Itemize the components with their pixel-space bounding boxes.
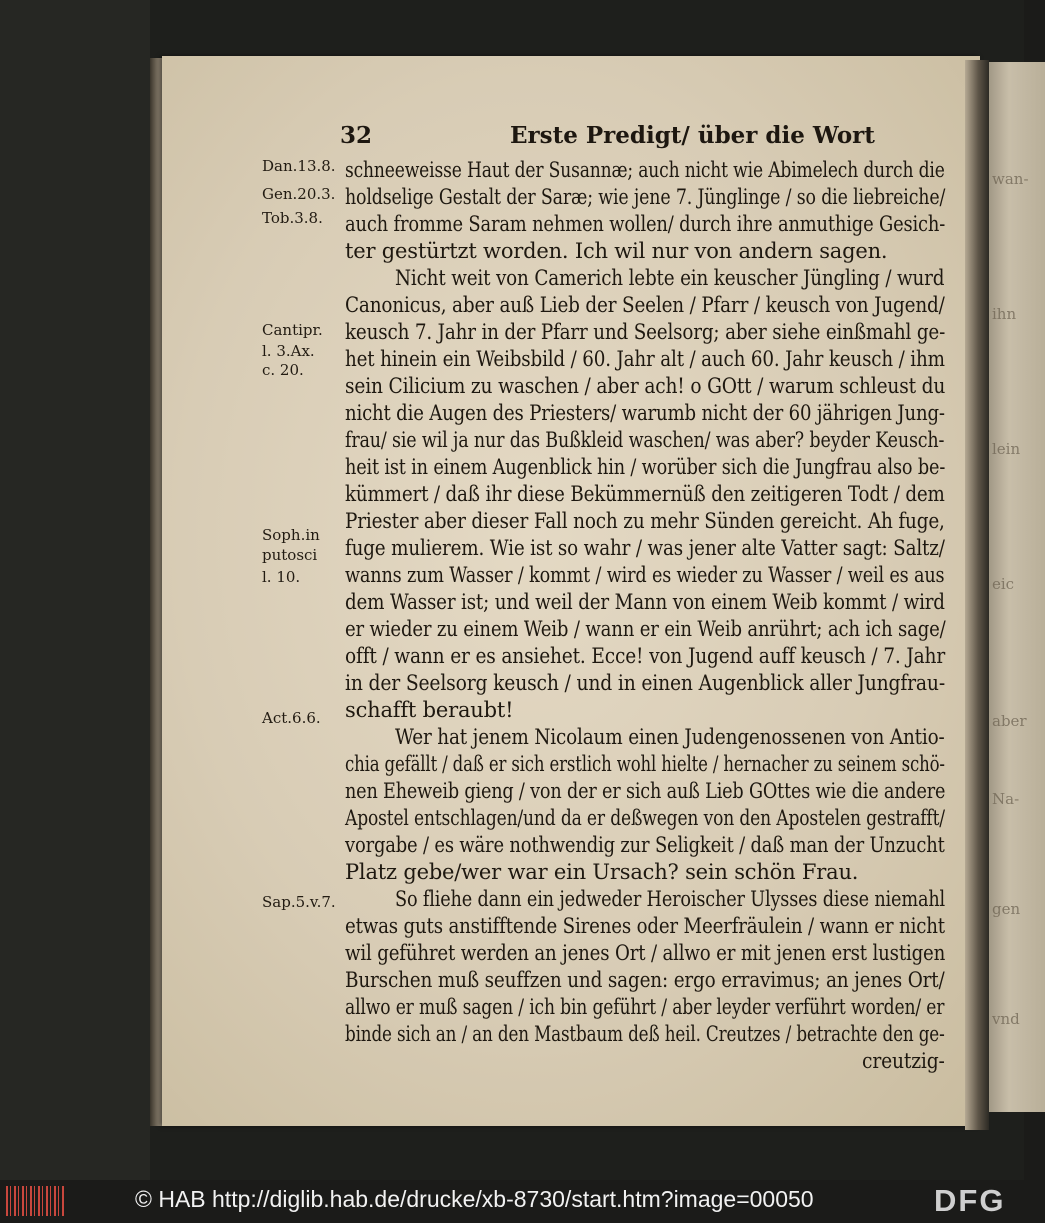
text-line: heit ist in einem Augenblick hin / worüber sich die Jungfrau also be- [345,455,946,479]
catchword: creutzig- [862,1049,945,1073]
facing-text-fragment: Na- [992,790,1020,808]
text-line: Platz gebe/wer war ein Ursach? sein schön Frau. [345,860,859,884]
text-line: So fliehe dann ein jedweder Heroischer Ulysses diese niemahl [395,887,946,911]
text-line: in der Seelsorg keusch / und in einen Augenblick aller Jungfrau- [345,671,945,695]
dfg-logo: DFG [934,1183,1006,1218]
book-board [0,0,150,1180]
text-line: kümmert / daß ihr diese Bekümmernüß den zeitigeren Todt / dem [345,482,945,506]
book-gutter [965,60,989,1130]
text-line: wil geführet werden an jenes Ort / allwo er mit jenen erst lustigen [345,941,946,965]
text-line: schneeweisse Haut der Susannæ; auch nicht wie Abimelech durch die [345,158,945,182]
text-line: Priester aber dieser Fall noch zu mehr Sünden gereicht. Ah fuge, [345,509,945,533]
margin-note: Gen.20.3. [262,185,336,203]
margin-note: Tob.3.8. [262,209,323,227]
text-line: allwo er muß sagen / ich bin geführt / aber leyder verführt worden/ er [345,995,945,1019]
facing-text-fragment: vnd [992,1010,1020,1028]
facing-text-fragment: eic [992,575,1015,593]
text-line: wanns zum Wasser / kommt / wird es wieder zu Wasser / weil es aus [345,563,945,587]
text-line: Wer hat jenem Nicolaum einen Judengenossenen von Antio- [395,725,945,749]
text-line: er wieder zu einem Weib / wann er ein Weib anrührt; ach ich sage/ [345,617,946,641]
text-line: sein Cilicium zu waschen / aber ach! o GOtt / warum schleust du [345,374,946,398]
text-line: keusch 7. Jahr in der Pfarr und Seelsorg; aber siehe einßmahl ge- [345,320,946,344]
text-line: fuge mulierem. Wie ist so wahr / was jener alte Vatter sagt: Saltz/ [345,536,945,560]
margin-note: Soph.in [262,526,320,544]
margin-note: Cantipr. [262,321,323,339]
text-line: Canonicus, aber auß Lieb der Seelen / Pfarr / keusch von Jugend/ [345,293,945,317]
source-credit: © HAB http://diglib.hab.de/drucke/xb-8730/start.htm?image=00050 [135,1186,814,1212]
text-line: Apostel entschlagen/und da er deßwegen von den Apostelen gestrafft/ [345,806,945,830]
facing-text-fragment: wan- [992,170,1029,188]
page-number: 32 [340,122,373,149]
text-line: offt / wann er es ansiehet. Ecce! von Jugend auff keusch / 7. Jahr [345,644,946,668]
text-line: holdselige Gestalt der Saræ; wie jene 7. Jünglinge / so die liebreiche/ [345,185,946,209]
text-line: nicht die Augen des Priesters/ warumb nicht der 60 jährigen Jung- [345,401,945,425]
text-line: Nicht weit von Camerich lebte ein keuscher Jüngling / wurd [395,266,945,290]
margin-note: l. 3.Ax. [262,342,315,360]
text-line: chia gefällt / daß er sich erstlich wohl hielte / hernacher zu seinem schö- [345,752,945,776]
text-line: Burschen muß seuffzen und sagen: ergo erravimus; an jenes Ort/ [345,968,945,992]
facing-text-fragment: ihn [992,305,1017,323]
running-title: Erste Predigt/ über die Wort [510,122,875,149]
text-line: nen Eheweib gieng / von der er sich auß Lieb GOttes wie die andere [345,779,946,803]
text-line: ter gestürtzt worden. Ich wil nur von andern sagen. [345,239,888,263]
text-line: schafft beraubt! [345,698,514,722]
facing-text-fragment: aber [992,712,1027,730]
facing-text-fragment: gen [992,900,1021,918]
margin-note: Dan.13.8. [262,157,336,175]
text-line: auch fromme Saram nehmen wollen/ durch ihre anmuthige Gesich- [345,212,946,236]
text-line: het hinein ein Weibsbild / 60. Jahr alt / auch 60. Jahr keusch / ihm [345,347,945,371]
margin-note: l. 10. [262,568,301,586]
facing-text-fragment: lein [992,440,1021,458]
margin-note: Sap.5.v.7. [262,893,336,911]
text-line: vorgabe / es wäre nothwendig zur Seligkeit / daß man der Unzucht [345,833,945,857]
viewer-footer [0,1180,1024,1223]
library-logo [6,1186,64,1216]
text-line: frau/ sie wil ja nur das Bußkleid waschen/ was aber? beyder Keusch- [345,428,945,452]
text-line: dem Wasser ist; und weil der Mann von einem Weib kommt / wird [345,590,945,614]
text-line: etwas guts anstifftende Sirenes oder Meerfräulein / wann er nicht [345,914,945,938]
margin-note: Act.6.6. [262,709,321,727]
margin-note: putosci [262,546,318,564]
text-line: binde sich an / an den Mastbaum deß heil. Creutzes / betrachte den ge- [345,1022,945,1046]
margin-note: c. 20. [262,361,304,379]
